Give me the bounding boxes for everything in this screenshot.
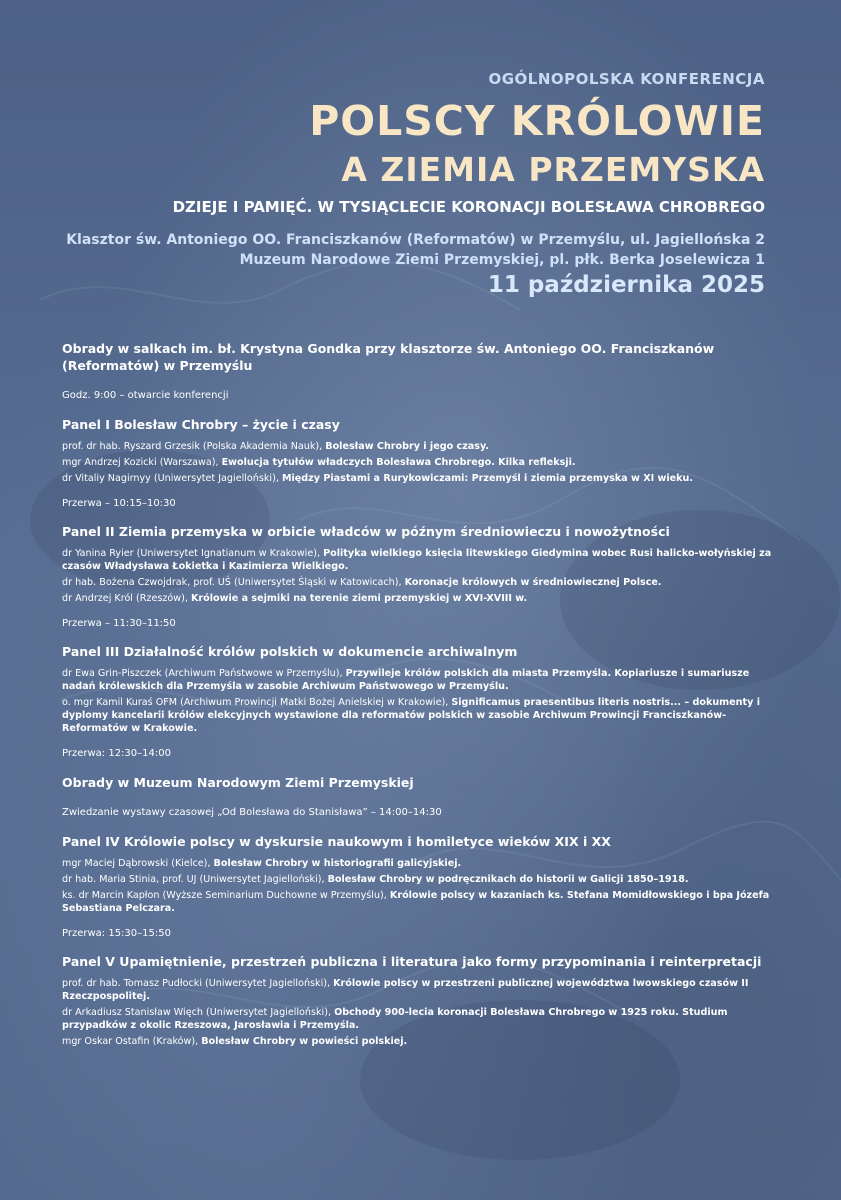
talk-title: Bolesław Chrobry w powieści polskiej.	[201, 1036, 408, 1047]
break-1: Przerwa – 10:15–10:30	[62, 498, 176, 509]
conference-date: 11 października 2025	[487, 272, 765, 298]
talk	[62, 456, 774, 469]
talk	[62, 592, 774, 605]
title-line-1: POLSCY KRÓLOWIE	[309, 97, 765, 145]
talk-title: Przywileje królów polskich dla miasta Przemyśla. Kopiariusze i sumariusze nadań królewskich dla Przemyśla w zasobie Archiwum Państwowego w Przemyślu.	[62, 668, 750, 692]
venue-block	[66, 230, 765, 270]
break-3: Przerwa: 12:30–14:00	[62, 748, 171, 759]
panel-title: Panel II Ziemia przemyska w orbicie władców w późnym średniowieczu i nowożytności	[62, 524, 670, 539]
talk	[62, 977, 774, 1003]
title-line-2: A ZIEMIA PRZEMYSKA	[341, 150, 765, 189]
panel-4	[62, 834, 774, 915]
talk-title: Koronacje królowych w średniowiecznej Polsce.	[404, 577, 662, 588]
talk-title: Królowie a sejmiki na terenie ziemi przemyskiej w XVI-XVIII w.	[190, 593, 528, 604]
talk-author: prof. dr hab. Ryszard Grzesik (Polska Akademia Nauk),	[62, 441, 326, 452]
talk-author: mgr Maciej Dąbrowski (Kielce),	[62, 858, 214, 869]
talk	[62, 1035, 774, 1048]
venue-line-1: Klasztor św. Antoniego OO. Franciszkanów (Reformatów) w Przemyślu, ul. Jagiellońska 2	[66, 232, 765, 248]
talk-author: dr Vitaliy Nagirnyy (Uniwersytet Jagielloński),	[62, 473, 282, 484]
talk-title: Między Piastami a Rurykowiczami: Przemyśl i ziemia przemyska w XI wieku.	[281, 473, 694, 484]
talk-title: Królowie polscy w przestrzeni publicznej województwa lwowskiego czasów II Rzeczpospolitej.	[62, 978, 749, 1002]
talk	[62, 440, 774, 453]
break-2: Przerwa – 11:30–11:50	[62, 618, 176, 629]
panel-5	[62, 954, 774, 1048]
conference-subtitle: OGÓLNOPOLSKA KONFERENCJA	[488, 70, 765, 88]
talk-author: mgr Oskar Ostafin (Kraków),	[62, 1036, 202, 1047]
panel-title: Panel III Działalność królów polskich w dokumencie archiwalnym	[62, 644, 518, 659]
talk	[62, 472, 774, 485]
talk-author: ks. dr Marcin Kapłon (Wyższe Seminarium Duchowne w Przemyślu),	[62, 890, 390, 901]
talk-title: Bolesław Chrobry i jego czasy.	[325, 441, 489, 452]
talk-author: dr hab. Maria Stinia, prof. UJ (Uniwersytet Jagielloński),	[62, 874, 328, 885]
panel-title: Panel IV Królowie polscy w dyskursie naukowym i homiletyce wieków XIX i XX	[62, 834, 611, 849]
break-4: Przerwa: 15:30–15:50	[62, 928, 171, 939]
talk-title: Significamus praesentibus literis nostris... – dokumenty i dyplomy kancelarii królów elekcyjnych wystawione dla reformatów polskich w zasobie Archiwum Prowincji Franciszkanów-Reformatów w Krakowie.	[62, 697, 760, 734]
talk-title: Bolesław Chrobry w historiografii galicyjskiej.	[213, 858, 462, 869]
session-2-title: Obrady w Muzeum Narodowym Ziemi Przemyskiej	[62, 775, 414, 790]
talk-title: Bolesław Chrobry w podręcznikach do historii w Galicji 1850–1918.	[327, 874, 689, 885]
talk-title: Polityka wielkiego księcia litewskiego Giedymina wobec Rusi halicko-wołyńskiej za czasów Władysława Łokietka i Kazimierza Wielkiego.	[62, 548, 772, 572]
poster-header	[66, 70, 765, 298]
talk	[62, 696, 774, 735]
talk	[62, 889, 774, 915]
talk-title: Królowie polscy w kazaniach ks. Stefana Momidłowskiego i bpa Józefa Sebastiana Pelczara.	[62, 890, 770, 914]
tagline: DZIEJE I PAMIĘĆ. W TYSIĄCLECIE KORONACJI BOLESŁAWA CHROBREGO	[172, 198, 765, 216]
talk-title: Obchody 900-lecia koronacji Bolesława Chrobrego w 1925 roku. Studium przypadków z okolic Rzeszowa, Jarosławia i Przemyśla.	[62, 1007, 728, 1031]
talk-author: dr Arkadiusz Stanisław Więch (Uniwersytet Jagielloński),	[62, 1007, 335, 1018]
panel-title: Panel V Upamiętnienie, przestrzeń publiczna i literatura jako formy przypominania i reinterpretacji	[62, 954, 762, 969]
program	[62, 340, 774, 1060]
talk	[62, 873, 774, 886]
talk	[62, 857, 774, 870]
opening-time: Godz. 9:00 – otwarcie konferencji	[62, 390, 229, 401]
talk-author: prof. dr hab. Tomasz Pudłocki (Uniwersytet Jagielloński),	[62, 978, 334, 989]
talk-author: dr hab. Bożena Czwojdrak, prof. UŚ (Uniwersytet Śląski w Katowicach),	[62, 577, 405, 588]
talk-author: dr Ewa Grin-Piszczek (Archiwum Państwowe w Przemyślu),	[62, 668, 346, 679]
talk-title: Ewolucja tytułów władczych Bolesława Chrobrego. Kilka refleksji.	[221, 457, 576, 468]
talk-author: dr Andrzej Król (Rzeszów),	[62, 593, 191, 604]
panel-title: Panel I Bolesław Chrobry – życie i czasy	[62, 417, 340, 432]
panel-1	[62, 417, 774, 485]
panel-2	[62, 524, 774, 605]
talk	[62, 667, 774, 693]
talk-author: o. mgr Kamil Kuraś OFM (Archiwum Prowincji Matki Bożej Anielskiej w Krakowie),	[62, 697, 452, 708]
panel-3	[62, 644, 774, 735]
talk-author: mgr Andrzej Kozicki (Warszawa),	[62, 457, 222, 468]
talk-author: dr Yanina Ryier (Uniwersytet Ignatianum w Krakowie),	[62, 548, 324, 559]
talk	[62, 547, 774, 573]
exhibition-visit: Zwiedzanie wystawy czasowej „Od Bolesława do Stanisława” – 14:00–14:30	[62, 807, 442, 818]
talk	[62, 576, 774, 589]
venue-line-2: Muzeum Narodowe Ziemi Przemyskiej, pl. płk. Berka Joselewicza 1	[239, 252, 765, 268]
talk	[62, 1006, 774, 1032]
session-1-title: Obrady w salkach im. bł. Krystyna Gondka przy klasztorze św. Antoniego OO. Franciszkanów (Reformatów) w Przemyślu	[62, 341, 715, 373]
